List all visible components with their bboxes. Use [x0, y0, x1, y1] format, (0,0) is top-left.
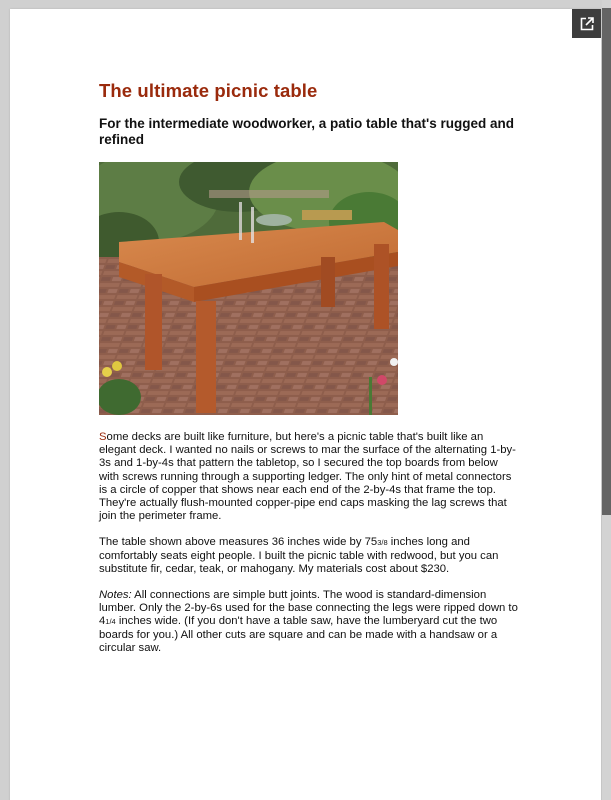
notes-label: Notes: [99, 589, 132, 602]
open-in-new-window-icon [580, 17, 594, 31]
document-page [10, 9, 601, 800]
picnic-table-photo [99, 162, 398, 415]
paragraph-notes-text-before: All connections are simple butt joints. The wood is standard-dimension lumber. Only the 2-by-6s used for the base connecting the legs were ripped down to 4 [99, 589, 518, 628]
drop-cap: S [99, 431, 107, 443]
vertical-scrollbar[interactable] [602, 0, 611, 800]
paragraph-dimensions-text-before: The table shown above measures 36 inches wide by 75 [99, 536, 378, 549]
fraction: 1/4 [105, 617, 116, 627]
open-in-new-window-button[interactable] [572, 9, 601, 38]
paragraph-dimensions [99, 536, 519, 576]
paragraph-notes-text-after: inches wide. (If you don't have a table saw, have the lumberyard cut the two boards for you.) All other cuts are square and can be made with a handsaw or a circular saw. [99, 615, 498, 654]
fraction: 3/8 [377, 538, 388, 548]
paragraph-intro [99, 431, 519, 523]
paragraph-notes [99, 589, 519, 655]
article-title: The ultimate picnic table [99, 80, 318, 101]
article [99, 80, 519, 655]
paragraph-dimensions-text-after: inches long and comfortably seats eight people. I built the picnic table with redwood, but you can substitute fir, cedar, teak, or mahogany. My materials cost about $230. [99, 536, 499, 575]
scrollbar-thumb[interactable] [602, 8, 611, 515]
paragraph-intro-text: ome decks are built like furniture, but here's a picnic table that's built like an elegant deck. I wanted no nails or screws to mar the surface of the alternating 1-by-3s and 1-by-4s that pattern the tabletop, so I secured the top boards from below with screws running through a supporting ledger. The only hint of metal connectors is a circle of copper that shows near each end of the 2-by-4s that frame the top. They're actually flush-mounted copper-pipe end caps masking the lag screws that join the perimeter frame. [99, 431, 516, 523]
article-subtitle: For the intermediate woodworker, a patio table that's rugged and refined [99, 116, 515, 147]
